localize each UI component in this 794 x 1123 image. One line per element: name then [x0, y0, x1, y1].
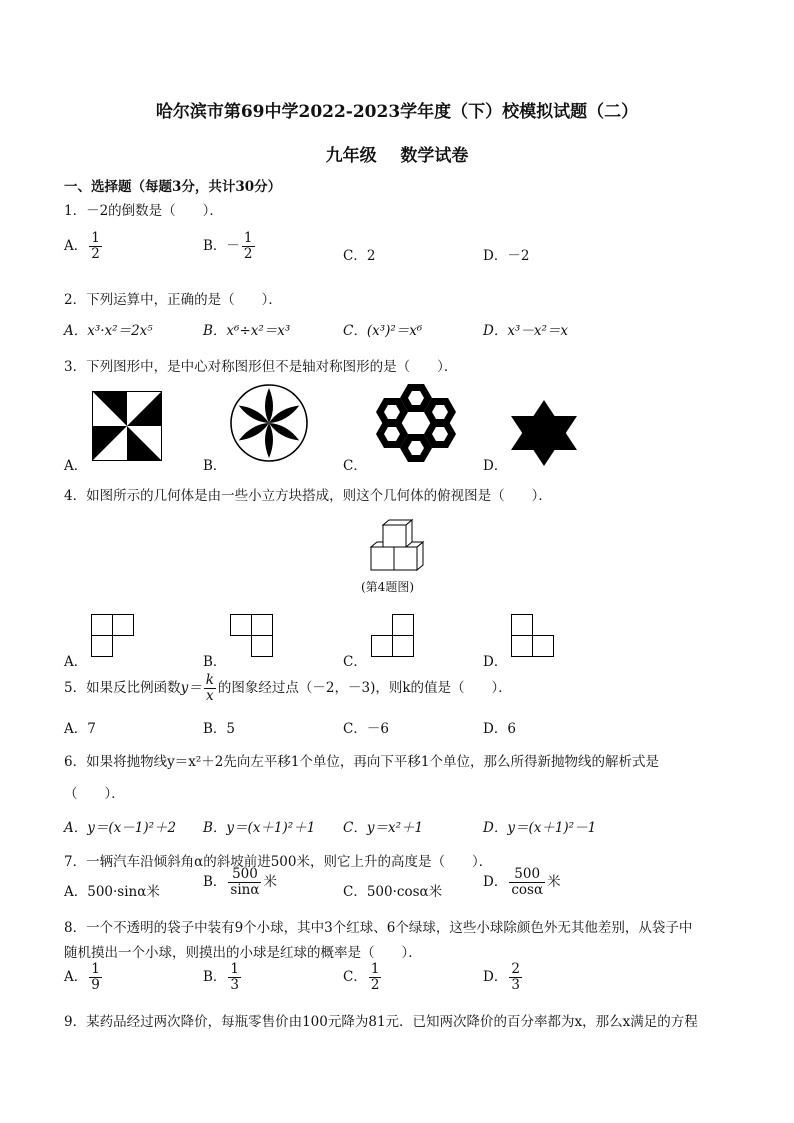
question-1-stem: 1．－2的倒数是（ ）．	[64, 203, 223, 219]
pinwheel-figure	[92, 391, 162, 461]
q8-option-a: A． $\frac{1}{9}$	[64, 961, 100, 993]
q1-option-b: B．－ $\frac{1}{2}$	[203, 230, 253, 262]
q3-option-c: C．	[343, 458, 367, 474]
flower-figure	[229, 383, 309, 463]
q4-option-a: A．	[64, 654, 88, 670]
q5-option-d: D．6	[483, 721, 516, 737]
top-view-c	[371, 614, 415, 658]
star-figure	[509, 400, 579, 466]
question-6-stem: 6．如果将抛物线y＝x²＋2先向左平移1个单位，再向下平移1个单位，那么所得新抛物线的解析式是	[64, 754, 660, 770]
q7-option-b: B． $\frac{500}{\sin\alpha}$ 米	[203, 866, 277, 898]
q4-option-d: D．	[483, 654, 508, 670]
question-9-stem: 9．某药品经过两次降价，每瓶零售价由100元降为81元．已知两次降价的百分率都为x，那么x满足的方程	[64, 1014, 698, 1030]
q6-option-d: D．y＝(x＋1)²－1	[483, 820, 597, 836]
question-8-stem-line2: 随机摸出一个小球，则摸出的小球是红球的概率是（ ）．	[64, 945, 422, 961]
q8-option-c: C． $\frac{1}{2}$	[343, 961, 380, 993]
q3-option-d: D．	[483, 458, 508, 474]
question-7-stem: 7．一辆汽车沿倾斜角α的斜坡前进500米，则它上升的高度是（ ）．	[64, 854, 493, 870]
page-title: 哈尔滨市第69中学2022-2023学年度（下）校模拟试题（二）	[155, 102, 639, 122]
q1-option-c: C．2	[343, 248, 376, 264]
question-4-stem: 4．如图所示的几何体是由一些小立方块搭成，则这个几何体的俯视图是（ ）．	[64, 488, 552, 504]
top-view-d	[511, 614, 555, 658]
q3-option-a: A．	[64, 458, 88, 474]
top-view-b	[230, 614, 274, 658]
question-2-stem: 2．下列运算中，正确的是（ ）．	[64, 292, 282, 308]
q2-option-a: A．x³·x²＝2x⁵	[64, 323, 153, 339]
q4-option-b: B．	[203, 654, 227, 670]
top-view-a	[91, 614, 135, 658]
q7-option-a: A．500·sinα米	[64, 884, 160, 900]
page-subtitle: 九年级 数学试卷	[325, 146, 469, 166]
q6-option-c: C．y＝x²＋1	[343, 820, 424, 836]
q5-option-b: B．5	[203, 721, 236, 737]
q7-option-c: C．500·cosα米	[343, 884, 443, 900]
q5-option-a: A．7	[64, 721, 96, 737]
q3-option-b: B．	[203, 458, 227, 474]
q8-option-d: D． $\frac{2}{3}$	[483, 961, 520, 993]
q6-blank: （ ）．	[64, 786, 125, 802]
cube-stack-figure	[369, 519, 429, 571]
q4-option-c: C．	[343, 654, 367, 670]
hexagon-ring-figure	[370, 383, 462, 463]
q2-option-d: D．x³－x²＝x	[483, 323, 568, 339]
question-8-stem-line1: 8．一个不透明的袋子中装有9个小球，其中3个红球、6个绿球，这些小球除颜色外无其他差别，从袋子中	[64, 920, 693, 936]
question-5-stem: 5．如果反比例函数y＝ $\frac{k}{x}$ 的图象经过点（－2，－3)，则k的值是（ ）．	[64, 672, 512, 704]
q1-option-d: D．－2	[483, 248, 530, 264]
figure-caption: (第4题图)	[361, 580, 414, 594]
question-3-stem: 3．下列图形中，是中心对称图形但不是轴对称图形的是（ ）．	[64, 359, 458, 375]
q6-option-a: A．y＝(x－1)²＋2	[64, 820, 177, 836]
q1-option-a: A． $\frac{1}{2}$	[64, 230, 100, 262]
q2-option-c: C．(x³)²＝x⁶	[343, 323, 423, 339]
q7-option-d: D． $\frac{500}{\cos\alpha}$ 米	[483, 866, 561, 898]
q5-option-c: C．－6	[343, 721, 389, 737]
q6-option-b: B．y＝(x＋1)²＋1	[203, 820, 316, 836]
q8-option-b: B． $\frac{1}{3}$	[203, 961, 240, 993]
q2-option-b: B．x⁶÷x²＝x³	[203, 323, 291, 339]
section-heading: 一、选择题（每题3分，共计30分）	[64, 179, 282, 195]
